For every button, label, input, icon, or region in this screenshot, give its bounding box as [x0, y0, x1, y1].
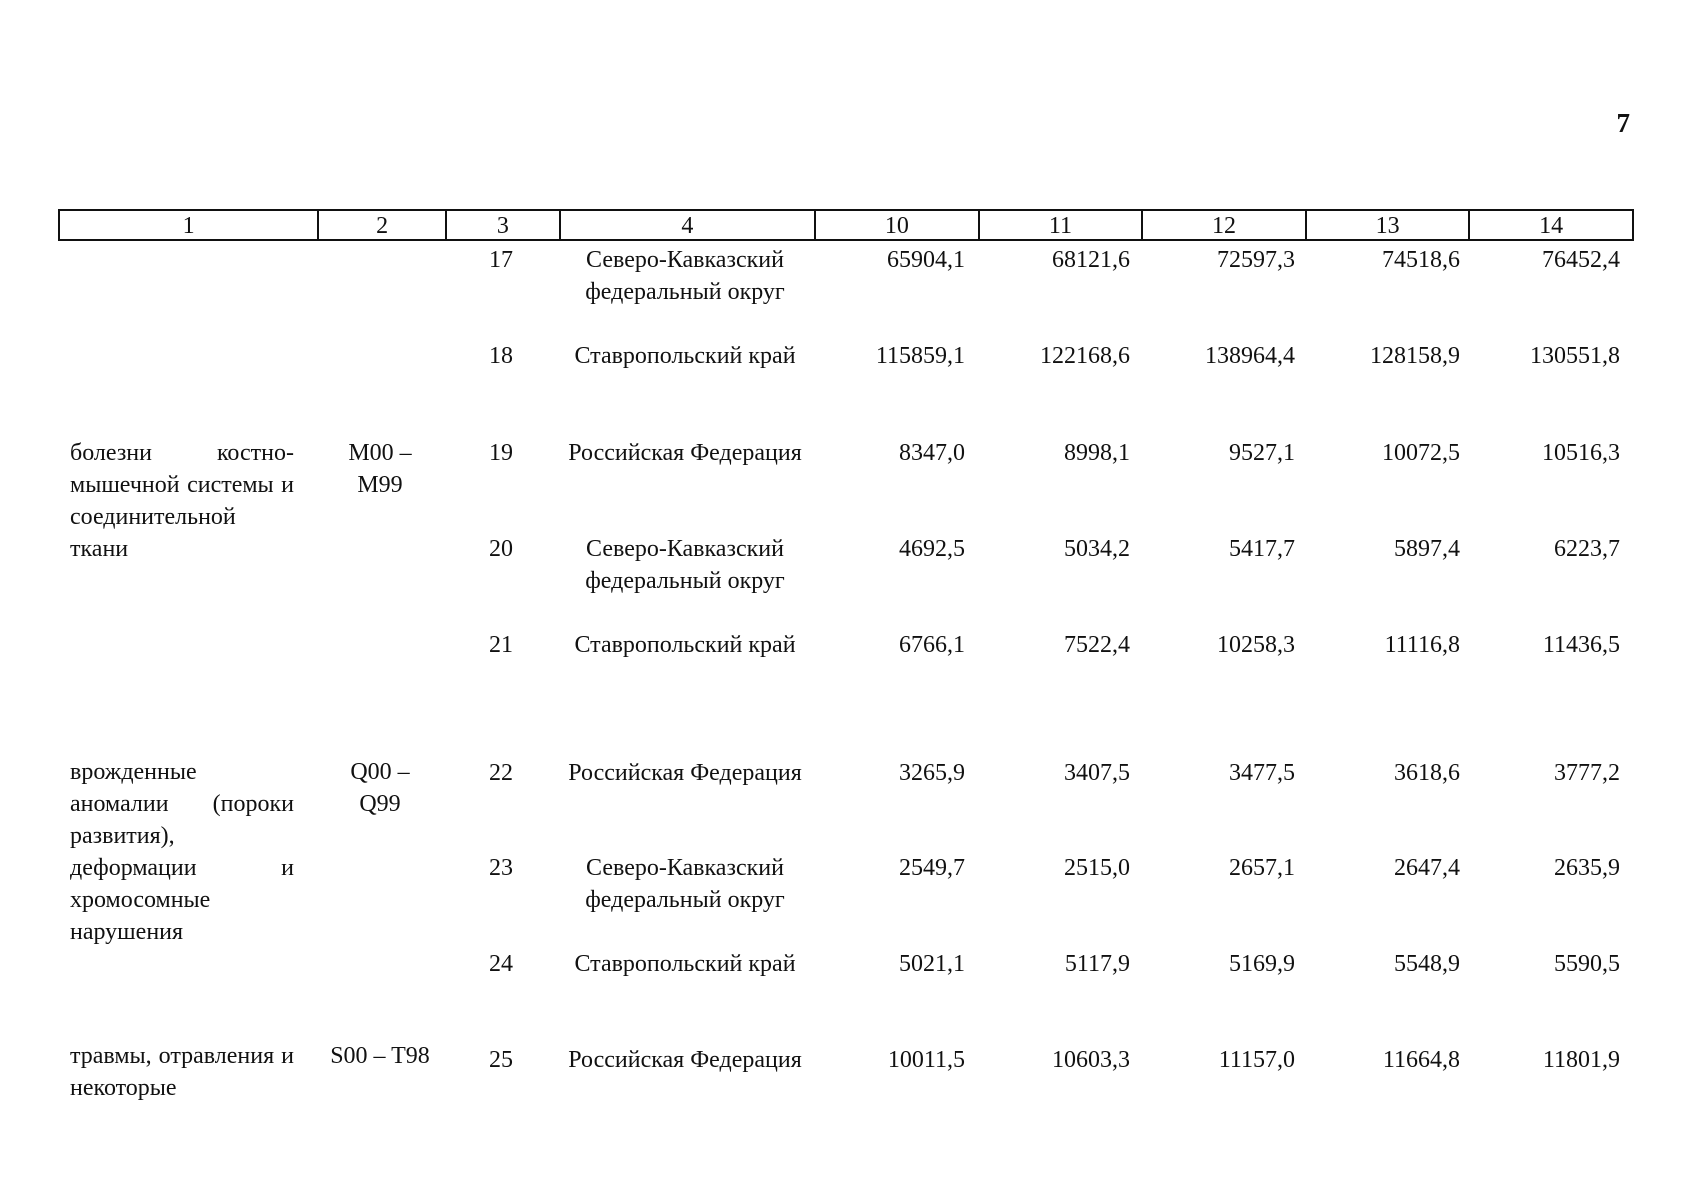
value-col-12: 138964,4	[1205, 343, 1295, 369]
value-col-14: 76452,4	[1542, 247, 1620, 273]
table-row	[0, 948, 1683, 1038]
region-cell: Российская Федерация	[568, 1047, 802, 1073]
table-row	[0, 244, 1683, 334]
page-number: 7	[1616, 108, 1630, 138]
value-col-13: 74518,6	[1382, 247, 1460, 273]
column-header-1: 1	[182, 213, 195, 239]
group-code: Q00 – Q99	[350, 759, 410, 817]
value-col-13: 11116,8	[1384, 632, 1460, 658]
row-number: 21	[489, 632, 513, 658]
column-header-7: 12	[1141, 211, 1305, 239]
group-code: S00 – T98	[330, 1043, 430, 1069]
region-cell: Ставропольский край	[574, 343, 796, 369]
row-number: 20	[489, 536, 513, 562]
value-col-12: 5417,7	[1229, 536, 1295, 562]
row-number: 19	[489, 440, 513, 466]
column-header-3: 3	[445, 211, 559, 239]
table-row	[0, 340, 1683, 430]
group-name: травмы, отравления и некоторые	[70, 1043, 294, 1101]
column-header-row	[58, 209, 1634, 241]
table-row	[0, 629, 1683, 719]
region-cell: Российская Федерация	[568, 440, 802, 466]
value-col-12: 11157,0	[1218, 1047, 1295, 1073]
row-number: 23	[489, 855, 513, 881]
value-col-10: 8347,0	[899, 440, 965, 466]
value-col-10: 65904,1	[887, 247, 965, 273]
value-col-10: 5021,1	[899, 951, 965, 977]
value-col-13: 10072,5	[1382, 440, 1460, 466]
column-header-4: 4	[559, 211, 814, 239]
value-col-11: 122168,6	[1040, 343, 1130, 369]
value-col-13: 5897,4	[1394, 536, 1460, 562]
column-header-9: 14	[1468, 211, 1632, 239]
value-col-11: 8998,1	[1064, 440, 1130, 466]
value-col-11: 7522,4	[1064, 632, 1130, 658]
value-col-12: 2657,1	[1229, 855, 1295, 881]
column-header-8: 13	[1305, 211, 1469, 239]
value-col-14: 3777,2	[1554, 760, 1620, 786]
region-cell: Северо-Кавказский федеральный округ	[585, 855, 785, 913]
value-col-12: 5169,9	[1229, 951, 1295, 977]
column-header-6: 11	[978, 211, 1142, 239]
value-col-10: 3265,9	[899, 760, 965, 786]
value-col-10: 6766,1	[899, 632, 965, 658]
row-number: 25	[489, 1047, 513, 1073]
value-col-13: 3618,6	[1394, 760, 1460, 786]
value-col-14: 10516,3	[1542, 440, 1620, 466]
group-name: болезни костно-мышечной системы и соединительной ткани	[70, 440, 294, 562]
value-col-11: 5034,2	[1064, 536, 1130, 562]
column-header-2: 2	[317, 211, 445, 239]
value-col-10: 4692,5	[899, 536, 965, 562]
region-cell: Ставропольский край	[574, 632, 796, 658]
value-col-14: 6223,7	[1554, 536, 1620, 562]
value-col-14: 130551,8	[1530, 343, 1620, 369]
value-col-14: 11801,9	[1542, 1047, 1620, 1073]
value-col-14: 11436,5	[1542, 632, 1620, 658]
value-col-10: 115859,1	[875, 343, 965, 369]
value-col-11: 3407,5	[1064, 760, 1130, 786]
value-col-13: 128158,9	[1370, 343, 1460, 369]
value-col-12: 10258,3	[1217, 632, 1295, 658]
value-col-13: 5548,9	[1394, 951, 1460, 977]
value-col-10: 10011,5	[887, 1047, 965, 1073]
region-cell: Северо-Кавказский федеральный округ	[585, 536, 785, 594]
row-number: 18	[489, 343, 513, 369]
row-number: 22	[489, 760, 513, 786]
group-code: M00 – M99	[348, 440, 412, 498]
row-number: 17	[489, 247, 513, 273]
value-col-14: 5590,5	[1554, 951, 1620, 977]
value-col-11: 10603,3	[1052, 1047, 1130, 1073]
value-col-11: 5117,9	[1064, 951, 1130, 977]
value-col-10: 2549,7	[899, 855, 965, 881]
column-header-5: 10	[814, 211, 978, 239]
value-col-14: 2635,9	[1554, 855, 1620, 881]
group-name: врожденные аномалии (пороки развития), деформации и хромосомные нарушения	[70, 759, 294, 945]
row-number: 24	[489, 951, 513, 977]
value-col-13: 11664,8	[1382, 1047, 1460, 1073]
region-cell: Северо-Кавказский федеральный округ	[585, 247, 785, 305]
value-col-12: 3477,5	[1229, 760, 1295, 786]
region-cell: Российская Федерация	[568, 760, 802, 786]
value-col-11: 2515,0	[1064, 855, 1130, 881]
value-col-13: 2647,4	[1394, 855, 1460, 881]
value-col-11: 68121,6	[1052, 247, 1130, 273]
value-col-12: 72597,3	[1217, 247, 1295, 273]
value-col-12: 9527,1	[1229, 440, 1295, 466]
region-cell: Ставропольский край	[574, 951, 796, 977]
